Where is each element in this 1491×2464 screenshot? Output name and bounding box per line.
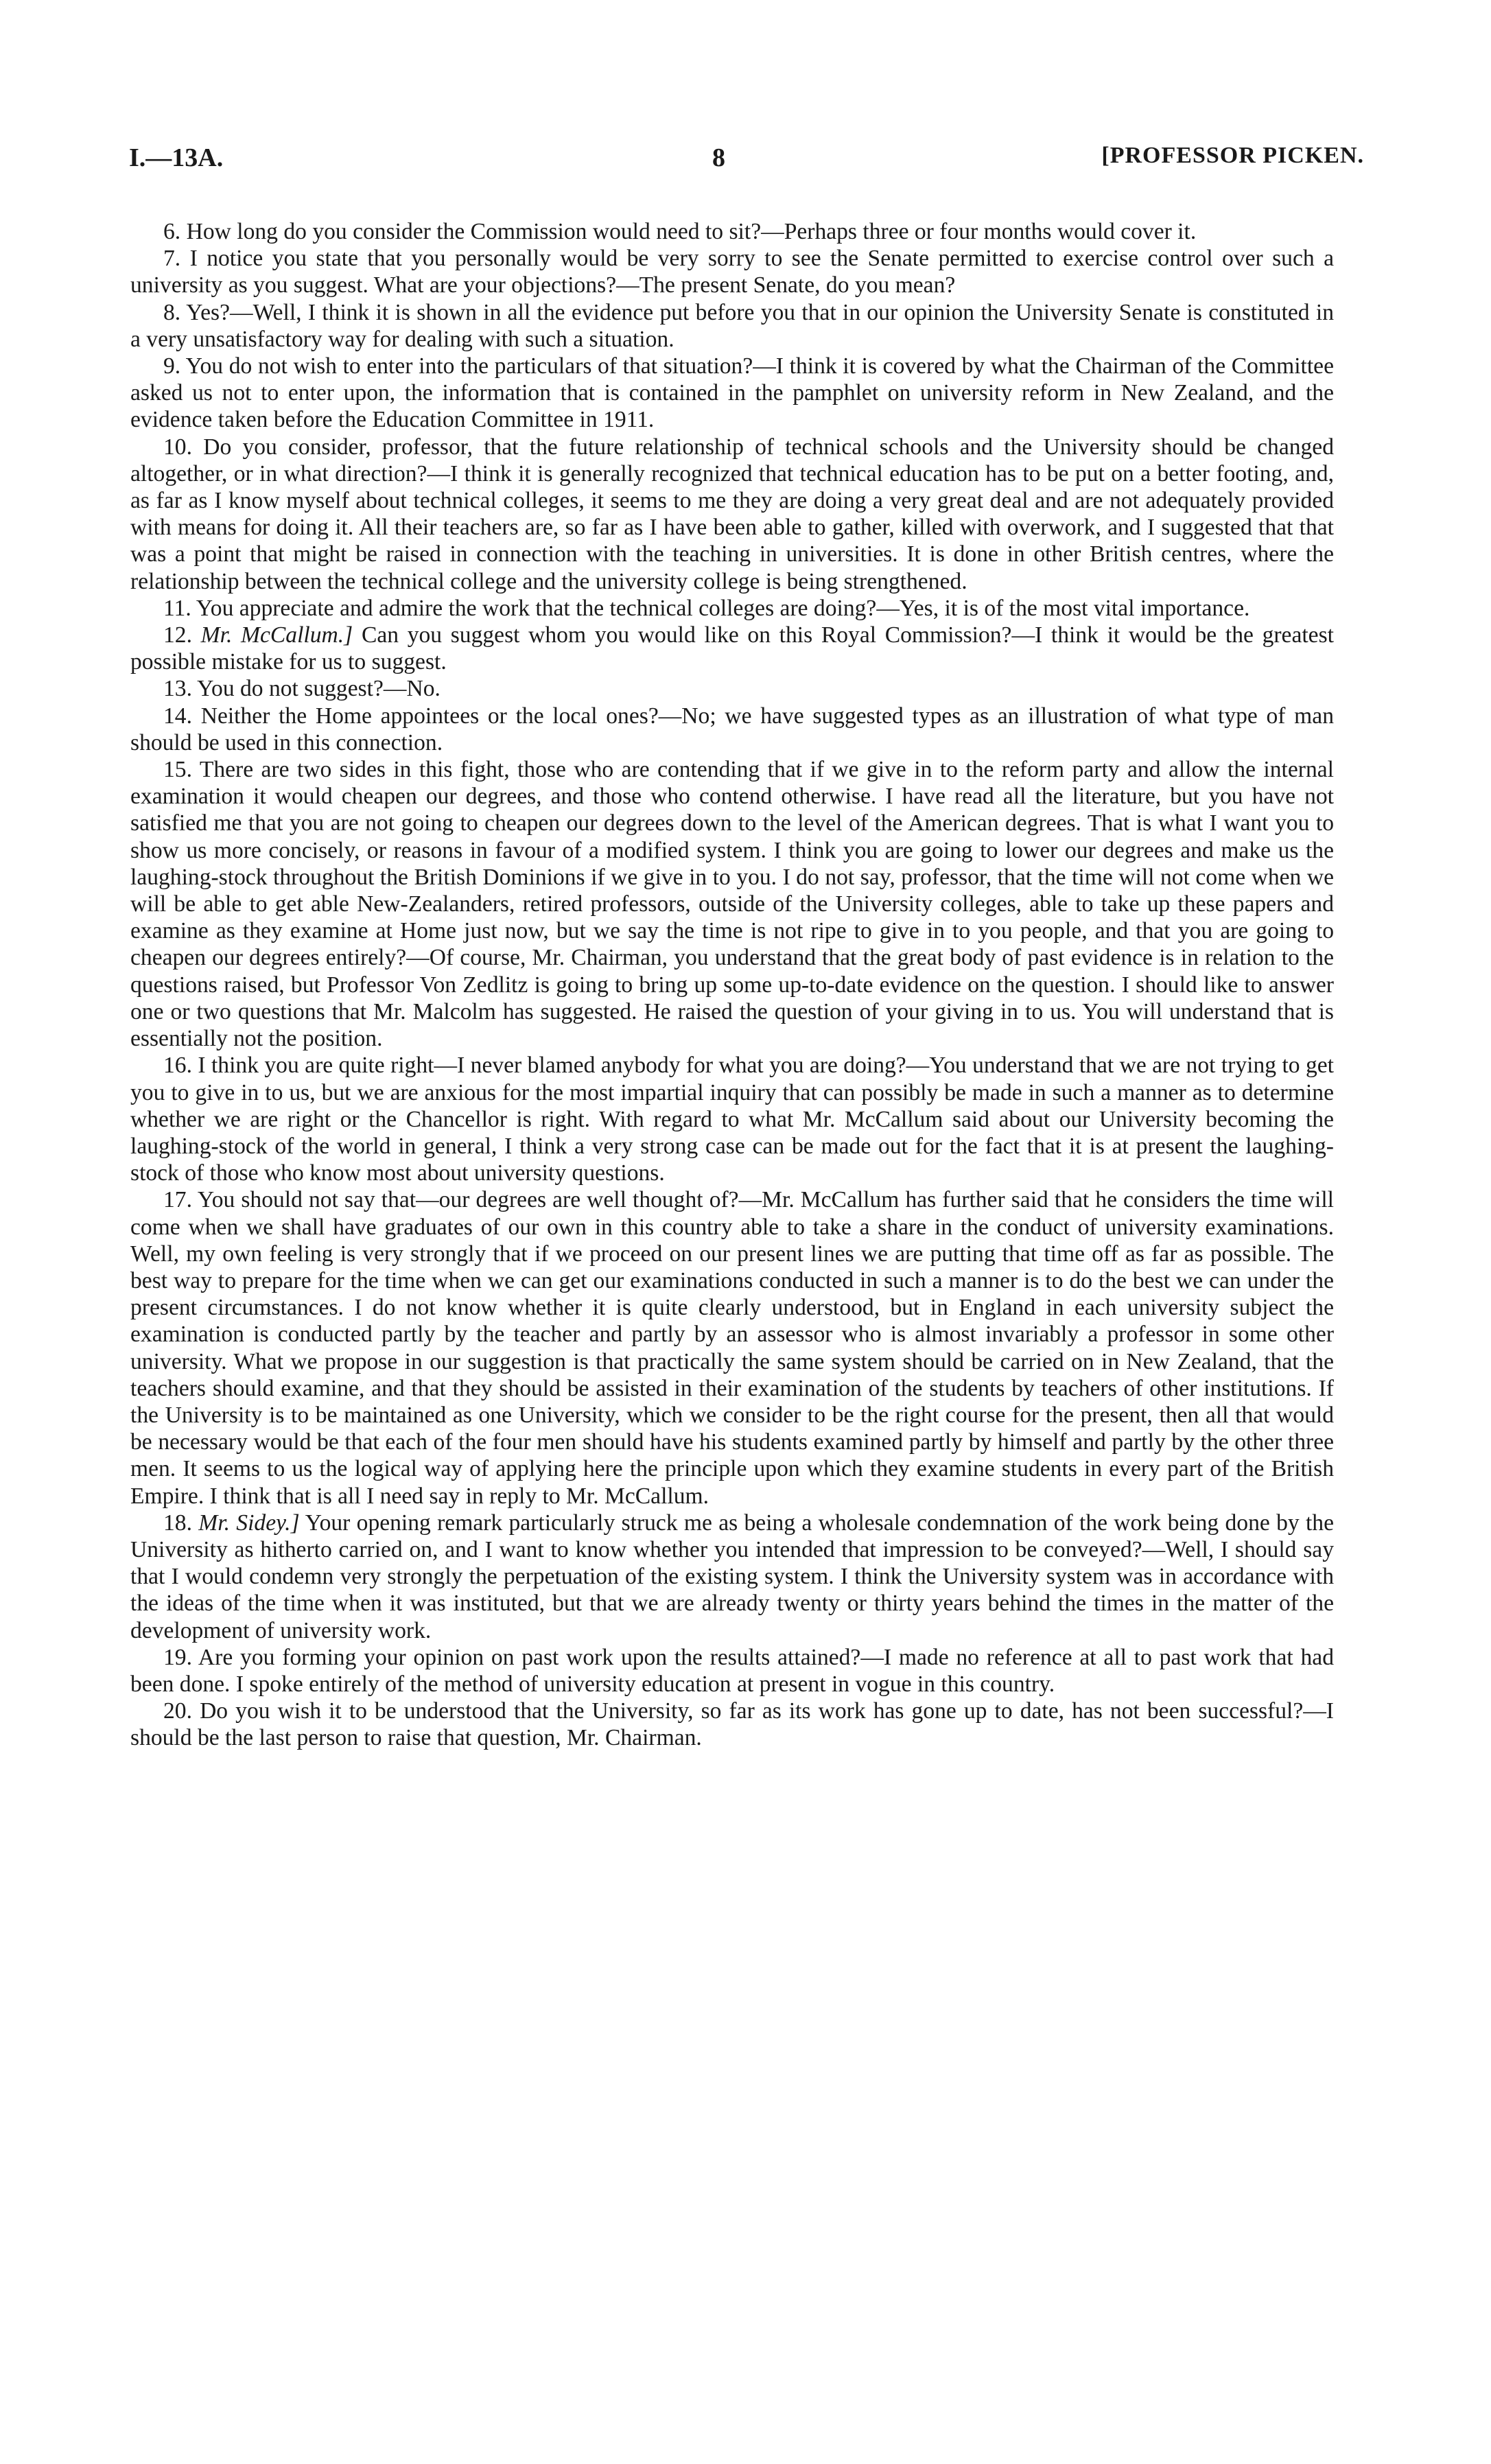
question-text: Your opening remark particularly struck me as being a wholesale condemnation of the work being done by the University as hitherto carried on, and I want to know whether you intended that impression to be conveyed?—Well, I should say that I would condemn very strongly the perpetuation of the existing system. I think the University system was in accordance with the ideas of the time when it was instituted, but that we are already twenty or thirty years behind the times in the matter of the development of university work. <box>130 1510 1334 1643</box>
question-paragraph <box>130 595 1334 622</box>
question-number: 15. <box>163 757 192 783</box>
question-paragraph <box>130 1510 1334 1644</box>
question-paragraph <box>130 622 1334 675</box>
speaker-name: Mr. Sidey.] <box>198 1510 300 1536</box>
question-paragraph <box>130 703 1334 756</box>
question-text: How long do you consider the Commission would need to sit?—Perhaps three or four months would cover it. <box>186 219 1197 244</box>
question-paragraph <box>130 1698 1334 1751</box>
question-paragraph <box>130 1052 1334 1186</box>
question-paragraph <box>130 756 1334 1052</box>
question-number: 10. <box>163 434 192 460</box>
question-text: I notice you state that you personally would be very sorry to see the Senate permitted to exercise control over such a university as you suggest. What are your objections?—The present Senate, do you mean? <box>130 246 1334 298</box>
question-number: 9. <box>163 353 181 379</box>
question-paragraph <box>130 353 1334 434</box>
question-paragraph <box>130 1186 1334 1509</box>
question-paragraph <box>130 218 1334 245</box>
question-text: You do not suggest?—No. <box>197 676 441 702</box>
speaker-name: Mr. McCallum.] <box>200 622 353 648</box>
question-text: Are you forming your opinion on past work upon the results attained?—I made no reference at all to past work that had been done. I spoke entirely of the method of university education at present in vogue in this country. <box>130 1644 1334 1697</box>
question-text: Do you consider, professor, that the future relationship of technical schools and the University should be changed altogether, or in what direction?—I think it is generally recognized that technical education has to be put on a better footing, and, as far as I know myself about technical colleges, it seems to me they are doing a very great deal and are not adequately provided with means for doing it. All their teachers are, so far as I have been able to gather, killed with overwork, and I suggested that that was a point that might be raised in connection with the teaching in universities. It is done in other British centres, where the relationship between the technical college and the university college is being strengthened. <box>130 434 1334 594</box>
question-number: 7. <box>163 246 181 272</box>
question-number: 20. <box>163 1698 192 1724</box>
question-number: 13. <box>163 676 192 702</box>
question-text: Do you wish it to be understood that the University, so far as its work has gone up to date, has not been successful?—I should be the last person to raise that question, Mr. Chairman. <box>130 1698 1334 1751</box>
question-paragraph <box>130 675 1334 702</box>
evidence-text <box>130 218 1334 1752</box>
question-text: You do not wish to enter into the particulars of that situation?—I think it is covered by what the Chairman of the Committee asked us not to enter upon, the information that is contained in the pamphlet on university reform in New Zealand, and the evidence taken before the Education Committee in 1911. <box>130 353 1334 433</box>
question-number: 11. <box>163 595 191 621</box>
question-number: 18. <box>163 1510 192 1536</box>
question-number: 6. <box>163 219 181 244</box>
question-paragraph <box>130 245 1334 298</box>
question-text: You should not say that—our degrees are well thought of?—Mr. McCallum has further said that he considers the time will come when we shall have graduates of our own in this country able to take a share in the conduct of university examinations. Well, my own feeling is very strongly that if we proceed on our present lines we are putting that time off as far as possible. The best way to prepare for the time when we can get our examinations conducted in such a manner is to do the best we can under the present circumstances. I do not know whether it is quite clearly understood, but in England in each university subject the examination is conducted partly by the teacher and partly by an assessor who is almost invariably a professor in some other university. What we propose in our suggestion is that practically the same system should be carried on in New Zealand, that the teachers should examine, and that they should be assisted in their examination of the students by teachers of other institutions. If the University is to be maintained as one University, which we consider to be the right course for the present, then all that would be necessary would be that each of the four men should have his students examined partly by himself and partly by the other three men. It seems to us the logical way of applying here the principle upon which they examine students in every part of the British Empire. I think that is all I need say in reply to Mr. McCallum. <box>130 1187 1334 1509</box>
page-number: 8 <box>712 143 725 172</box>
question-number: 12. <box>163 622 192 648</box>
question-paragraph <box>130 1644 1334 1698</box>
question-paragraph <box>130 434 1334 595</box>
question-number: 14. <box>163 703 192 729</box>
question-text: Neither the Home appointees or the local ones?—No; we have suggested types as an illustration of what type of man should be used in this connection. <box>130 703 1334 755</box>
witness-name: [PROFESSOR PICKEN. <box>1101 143 1364 168</box>
question-text: There are two sides in this fight, those who are contending that if we give in to the reform party and allow the internal examination it would cheapen our degrees, and those who contend otherwise. I have read all the literature, but you have not satisfied me that you are not going to cheapen our degrees down to the level of the American degrees. That is what I want you to show us more concisely, or reasons in favour of a modified system. I think you are going to lower our degrees and make us the laughing-stock throughout the British Dominions if we give in to you. I do not say, professor, that the time will not come when we will be able to get able New-Zealanders, retired professors, outside of the University colleges, able to take up these papers and examine as they examine at Home just now, but we say the time is not ripe to give in to you people, and that you are going to cheapen our degrees entirely?—Of course, Mr. Chairman, you understand that the great body of past evidence is in relation to the questions raised, but Professor Von Zedlitz is going to bring up some up-to-date evidence on the question. I should like to answer one or two questions that Mr. Malcolm has suggested. He raised the question of your giving in to us. You will understand that is essentially not the position. <box>130 757 1334 1052</box>
question-number: 19. <box>163 1644 192 1670</box>
document-reference: I.—13A. <box>129 143 224 172</box>
question-number: 8. <box>163 299 181 325</box>
question-number: 17. <box>163 1187 192 1213</box>
question-text: I think you are quite right—I never blamed anybody for what you are doing?—You understand that we are not trying to get you to give in to us, but we are anxious for the most impartial inquiry that can possibly be made in such a manner as to determine whether we are right or the Chancellor is right. With regard to what Mr. McCallum said about our University becoming the laughing-stock of the world in general, I think a very strong case can be made out for the fact that it is at present the laughing-stock of those who know most about university questions. <box>130 1053 1334 1186</box>
question-text: You appreciate and admire the work that the technical colleges are doing?—Yes, it is of the most vital importance. <box>196 595 1250 621</box>
question-paragraph <box>130 299 1334 353</box>
page-header <box>129 143 1364 184</box>
question-text: Can you suggest whom you would like on this Royal Commission?—I think it would be the greatest possible mistake for us to suggest. <box>130 622 1334 675</box>
question-text: Yes?—Well, I think it is shown in all the evidence put before you that in our opinion the University Senate is constituted in a very unsatisfactory way for dealing with such a situation. <box>130 299 1335 352</box>
question-number: 16. <box>163 1053 192 1079</box>
